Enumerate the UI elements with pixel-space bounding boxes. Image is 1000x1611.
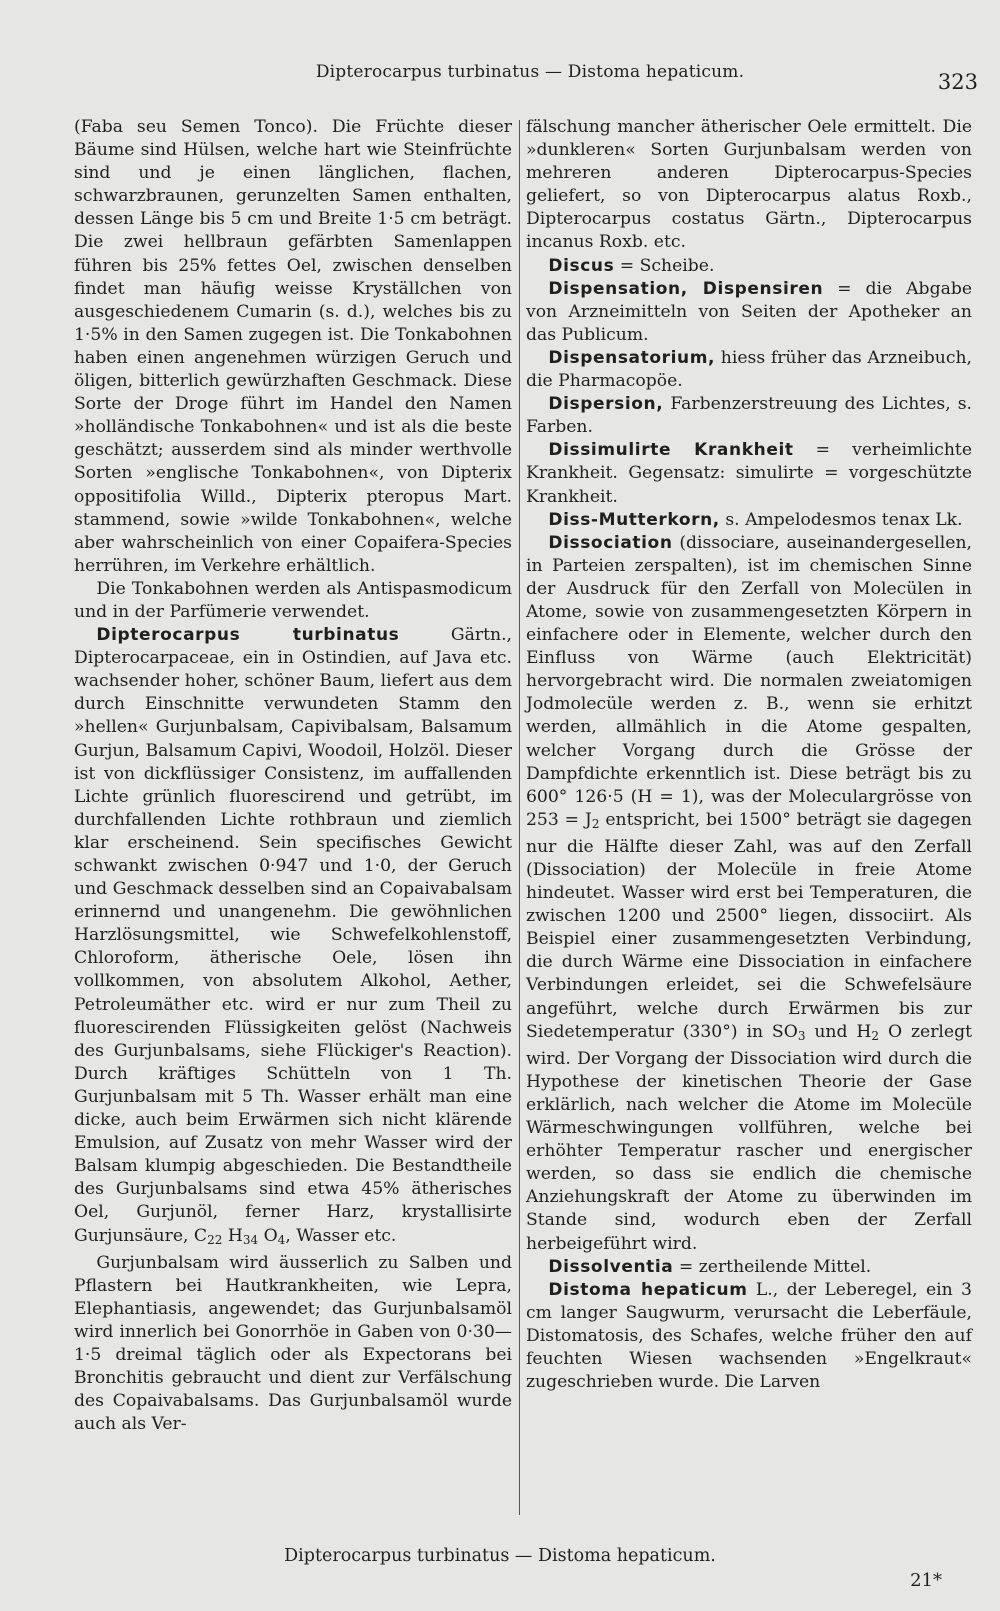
signature-mark: 21* bbox=[910, 1570, 942, 1591]
page-number: 323 bbox=[937, 70, 978, 94]
page-footer bbox=[0, 1542, 1000, 1602]
right-column bbox=[526, 116, 972, 1394]
entry-distoma: Distoma hepaticum L., der Leberegel, ein 3 cm langer Saugwurm, verursacht die Leberfäule, Distomatosis, des Schafes, welche früher den auf feuchten Wiesen wachsenden »Engelkraut« zugeschrieben wurde. Die Larven bbox=[526, 1279, 972, 1393]
paragraph-tonka-beans: (Faba seu Semen Tonco). Die Früchte dieser Bäume sind Hülsen, welche hart wie Steinfrüchte sind und je einen länglichen, flachen, schwarzbraunen, gerunzelten Samen enthalten, dessen Länge bis 5 cm und Breite 1·5 cm beträgt. Die zwei hellbraun gefärbten Samenlappen führen bis 25% fettes Oel, zwischen denselben findet man häufig weisse Kryställchen von ausgeschiedenem Cumarin (s. d.), welches bis zu 1·5% in den Samen zugegen ist. Die Tonkabohnen haben einen angenehmen würzigen Geruch und öligen, bitterlich gewürzhaften Geschmack. Diese Sorte der Droge führt im Handel den Namen »holländische Tonkabohnen« und ist als die beste geschätzt; ausserdem sind als minder werthvolle Sorten »englische Tonkabohnen«, von Dipterix oppositifolia Willd., Dipterix pteropus Mart. stammend, sowie »wilde Tonkabohnen«, welche aber wahrscheinlich von einer Copaifera-Species herrühren, im Verkehre erhältlich. bbox=[74, 117, 512, 576]
entry-dissociation: Dissociation (dissociare, auseinandergesellen, in Parteien zerspalten), ist im chemischen Sinne der Ausdruck für den Zerfall von Molecülen in Atome, sowie von zusammengesetzten Körpern in einfachere oder in Elemente, welcher durch den Einfluss von Wärme (auch Elektricität) hervorgebracht wird. Die normalen zweiatomigen Jodmolecüle werden z. B., wenn sie erhitzt werden, allmählich in die Atome gespalten, welcher Vorgang durch die Grösse der Dampfdichte erkenntlich ist. Diese beträgt bis zu 600° 126·5 (H = 1), was der Moleculargrösse von $253 = J_2$ entspricht, bei 1500° beträgt sie dagegen nur die Hälfte dieser Zahl, was auf den Zerfall (Dissociation) der Molecüle in freie Atome hindeutet. Wasser wird erst bei Temperaturen, die zwischen 1200 und 2500° liegen, dissociirt. Als Beispiel einer zusammengesetzten Verbindung, die durch Wärme eine Dissociation in einfachere Verbindungen erleidet, sei die Schwefelsäure angeführt, welche durch Erwärmen bis zur Siedetemperatur (330°) in $SO_3$ und $H_2$ O zerlegt wird. Der Vorgang der Dissociation wird durch die Hypothese der kinetischen Theorie der Gase erklärlich, nach welcher die Atome im Molecüle Wärmeschwingungen vollführen, welche bei erhöhter Temperatur rascher und energischer werden, so dass sie endlich die chemische Anziehungskraft der Atome zu überwinden im Stande sind, wodurch eben der Zerfall herbeigeführt wird. bbox=[526, 532, 972, 1254]
entry-term: Dissociation bbox=[548, 532, 673, 553]
entry-diss-mutterkorn: Diss-Mutterkorn, s. Ampelodesmos tenax Lk. bbox=[548, 509, 963, 530]
entry-term: Dispensation, Dispensiren bbox=[548, 278, 824, 299]
column-divider bbox=[519, 120, 520, 1515]
entry-term: Dispersion, bbox=[548, 394, 664, 415]
paragraph-continuation: fälschung mancher ätherischer Oele ermittelt. Die »dunkleren« Sorten Gurjunbalsam werden von mehreren anderen Dipterocarpus-Species geliefert, so von Dipterocarpus alatus Roxb., Dipterocarpus costatus Gärtn., Dipterocarpus incanus Roxb. etc. bbox=[526, 117, 972, 253]
entry-term: Distoma hepaticum bbox=[548, 1279, 748, 1300]
left-column bbox=[74, 116, 512, 1436]
paragraph-tonka-use: Die Tonkabohnen werden als Antispasmodicum und in der Parfümerie verwendet. bbox=[74, 578, 512, 622]
page-header bbox=[0, 62, 1000, 98]
running-head: Dipterocarpus turbinatus — Distoma hepaticum. bbox=[315, 62, 745, 82]
entry-term: Dipterocarpus turbinatus bbox=[96, 625, 400, 646]
footer-title: Dipterocarpus turbinatus — Distoma hepaticum. bbox=[284, 1546, 716, 1566]
entry-dispersion: Dispersion, Farbenzerstreuung des Lichtes, s. Farben. bbox=[526, 394, 972, 438]
entry-term: Dissimulirte Krankheit bbox=[548, 440, 794, 461]
entry-term: Dissolventia bbox=[548, 1256, 674, 1277]
entry-dissolventia: Dissolventia = zertheilende Mittel. bbox=[548, 1256, 872, 1277]
entry-term: Discus bbox=[548, 255, 615, 276]
entry-dispensation: Dispensation, Dispensiren = die Abgabe von Arzneimitteln von Seiten der Apotheker an das Publicum. bbox=[526, 278, 972, 345]
entry-dissimulirte: Dissimulirte Krankheit = verheimlichte Krankheit. Gegensatz: simulirte = vorgeschützte Krankheit. bbox=[526, 440, 973, 507]
entry-discus: Discus = Scheibe. bbox=[548, 255, 715, 276]
entry-dipterocarpus: Dipterocarpus turbinatus Gärtn., Dipterocarpaceae, ein in Ostindien, auf Java etc. wachsender hoher, schöner Baum, liefert aus dem durch Einschnitte verwundeten Stamm den »hellen« Gurjunbalsam, Capivibalsam, Balsamum Gurjun, Balsamum Capivi, Woodoil, Holzöl. Dieser ist von dickflüssiger Consistenz, im auffallenden Lichte grünlich fluorescirend und getrübt, im durchfallenden Lichte rothbraun und ziemlich klar erscheinend. Sein specifisches Gewicht schwankt zwischen 0·947 und 1·0, der Geruch und Geschmack desselben sind an Copaivabalsam erinnernd und unangenehm. Die gewöhnlichen Harzlösungsmittel, wie Schwefelkohlenstoff, Chloroform, ätherische Oele, lösen ihn vollkommen, von absolutem Alkohol, Aether, Petroleumäther etc. wird er nur zum Theil zu fluorescirenden Flüssigkeiten gelöst (Nachweis des Gurjunbalsams, siehe Flückiger's Reaction). Durch kräftiges Schütteln von 1 Th. Gurjunbalsam mit 5 Th. Wasser erhält man eine dicke, auch beim Erwärmen sich nicht klärende Emulsion, auf Zusatz von mehr Wasser wird der Balsam klumpig abgeschieden. Die Bestandtheile des Gurjunbalsams sind etwa 45% ätherisches Oel, Gurjunöl, ferner Harz, krystallisirte Gurjunsäure, $C_{22}$ $H_{34}$ $O_4$, Wasser etc. bbox=[74, 625, 513, 1247]
entry-term: Diss-Mutterkorn, bbox=[548, 509, 720, 530]
paragraph-gurjun-use: Gurjunbalsam wird äusserlich zu Salben und Pflastern bei Hautkrankheiten, wie Lepra, Elephantiasis, angewendet; das Gurjunbalsamöl wird innerlich bei Gonorrhöe in Gaben von 0·30—1·5 dreimal täglich oder als Expectorans bei Bronchitis gebraucht und dient zur Verfälschung des Copaivabalsams. Das Gurjunbalsamöl wurde auch als Ver- bbox=[74, 1252, 512, 1435]
entry-dispensatorium: Dispensatorium, hiess früher das Arzneibuch, die Pharmacopöe. bbox=[526, 347, 972, 392]
entry-term: Dispensatorium, bbox=[548, 347, 716, 368]
